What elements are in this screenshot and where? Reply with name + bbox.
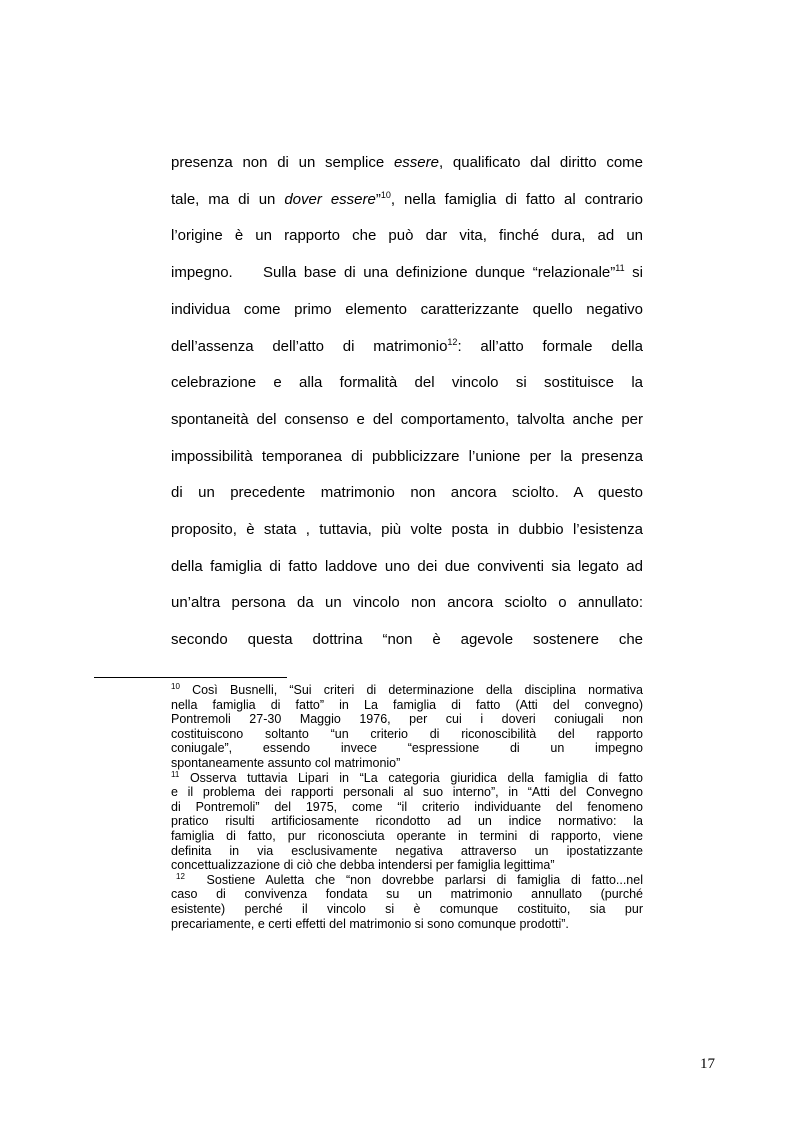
footnote-line: e il problema dei rapporti personali al suo interno”, in “Atti del Convegno	[171, 785, 643, 800]
footnote-line: precariamente, e certi effetti del matrimonio si sono comunque prodotti”.	[171, 916, 569, 931]
body-line: presenza non di un semplice essere, qualificato dal diritto come	[171, 154, 643, 171]
footnotes	[171, 683, 643, 931]
footnote-ref-12[interactable]: 12	[447, 336, 458, 347]
body-line: individua come primo elemento caratterizzante quello negativo	[171, 300, 643, 318]
footnote-11	[171, 771, 643, 873]
footnote-line: esistente) perché il vincolo si è comunque costituito, sia pur	[171, 901, 643, 916]
footnote-12	[171, 873, 643, 931]
footnote-line: $^{10}$ Così Busnelli, “Sui criteri di determinazione della disciplina normativa	[171, 682, 643, 697]
footnote-line: concettualizzazione di ciò che debba intendersi per famiglia legittima”	[171, 858, 555, 873]
footnote-separator	[94, 677, 287, 678]
body-line: un’altra persona da un vincolo non ancora sciolto o annullato:	[171, 594, 643, 612]
footnote-number: 10	[171, 682, 180, 691]
body-line: secondo questa dottrina “non è agevole sostenere che	[171, 631, 643, 649]
footnote-line: coniugale”, essendo invece “espressione di un impegno	[171, 741, 643, 756]
footnote-ref-11[interactable]: 11	[615, 263, 625, 274]
footnote-line: pratico risulti artificiosamente ricondotto ad un indice normativo: la	[171, 814, 643, 829]
footnote-number: 11	[171, 769, 180, 779]
emphasis-essere: essere	[393, 154, 439, 171]
page-number: 17	[700, 1056, 715, 1072]
footnote-line: di Pontremoli” del 1975, come “il criterio individuante del fenomeno	[171, 799, 643, 814]
footnote-line: caso di convivenza fondata su un matrimonio annullato (purché	[171, 887, 643, 902]
body-line: dell’assenza dell’atto di matrimonio$^{12}$: all’atto formale della	[171, 336, 643, 355]
body-text	[171, 145, 643, 659]
footnote-line: $^{11}$ Osserva tuttavia Lipari in “La categoria giuridica della famiglia di fatto	[171, 769, 643, 785]
footnote-ref-10[interactable]: 10	[380, 189, 391, 200]
body-line: impossibilità temporanea di pubblicizzare l’unione per la presenza	[171, 447, 643, 465]
body-line: tale, ma di un dover essere”$^{10}$, nella famiglia di fatto al contrario	[171, 189, 643, 208]
emphasis-dover-essere: dover essere	[284, 190, 376, 208]
footnote-line: famiglia di fatto, pur riconosciuta operante in termini di rapporto, viene	[171, 828, 643, 843]
body-line: impegno. Sulla base di una definizione dunque “relazionale”$^{11}$ si	[171, 263, 644, 282]
footnote-10	[171, 683, 643, 771]
footnote-line: Pontremoli 27-30 Maggio 1976, per cui i doveri coniugali non	[171, 712, 643, 727]
footnote-line: costituiscono soltanto “un criterio di riconoscibilità del rapporto	[171, 726, 643, 741]
footnote-line: definita in via esclusivamente negativa attraverso un ipostatizzante	[171, 843, 643, 858]
body-line: di un precedente matrimonio non ancora sciolto. A questo	[171, 484, 643, 502]
footnote-line: spontaneamente assunto col matrimonio”	[171, 755, 401, 770]
body-line: l’origine è un rapporto che può dar vita, finché dura, ad un	[171, 227, 643, 245]
body-line: spontaneità del consenso e del comportamento, talvolta anche per	[171, 410, 643, 428]
footnote-number: 12	[176, 871, 185, 881]
body-line: proposito, è stata , tuttavia, più volte posta in dubbio l’esistenza	[171, 521, 643, 539]
footnote-line: nella famiglia di fatto” in La famiglia di fatto (Atti del convegno)	[171, 697, 643, 712]
body-line: della famiglia di fatto laddove uno dei due conviventi sia legato ad	[171, 557, 643, 575]
footnote-line: $^{12}$ Sostiene Auletta che “non dovrebbe parlarsi di famiglia di fatto...nel	[176, 871, 643, 887]
body-line: celebrazione e alla formalità del vincolo si sostituisce la	[171, 374, 643, 392]
